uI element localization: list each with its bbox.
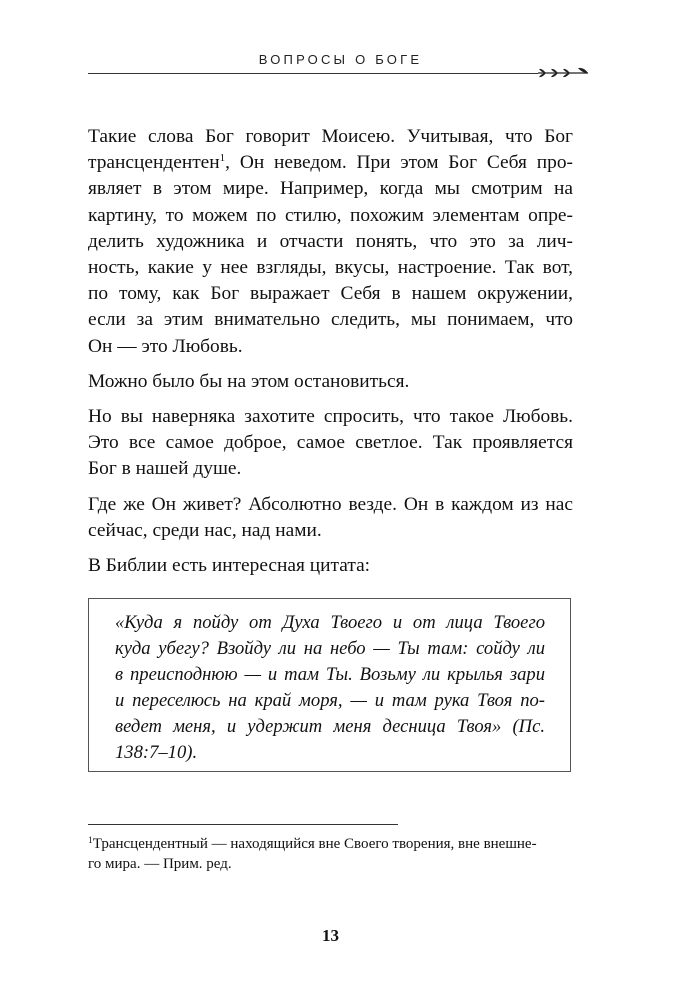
footnote-line: го мира. — Прим. ред. [88,856,232,872]
paragraph-line: если за этим внимательно следить, мы понимаем, что [88,309,573,331]
header-rule [88,73,538,74]
line-continuation: , Он неведом. При этом Бог Себя про- [225,152,573,174]
page-number: 13 [322,926,339,945]
paragraph-line [88,150,573,176]
footnote-marker: 1 [88,836,93,846]
footnote-rule [88,824,398,825]
paragraph-line: по тому, как Бог выражает Себя в нашем окружении, [88,283,573,305]
footnote [88,834,573,874]
quote-line: куда убегу? Взойду ли на небо — Ты там: сойду ли [115,638,545,659]
paragraph-5 [88,553,573,579]
leaf-branch-icon [538,64,594,82]
paragraph-line: Бог в нашей душе. [88,458,242,480]
paragraph-line: В Библии есть интересная цитата: [88,555,371,577]
body-text [88,124,573,588]
term-transcendent: трансцендентен [88,152,220,174]
quote-line: в преисподнюю — и там Ты. Возьму ли крылья зари [115,664,545,685]
paragraph-line: Он — это Любовь. [88,335,243,357]
footnote-text: Трансцендентный — находящийся вне Своего творения, вне внешне- [92,836,537,852]
paragraph-1 [88,124,573,360]
paragraph-line: Такие слова Бог говорит Моисею. Учитывая, что Бог [88,126,573,147]
paragraph-line: Но вы наверняка захотите спросить, что такое Любовь. [88,406,573,428]
bible-quote [115,610,545,766]
paragraph-line: картину, то можем по стилю, похожим элементам опре- [88,204,573,226]
paragraph-4 [88,492,573,544]
paragraph-3 [88,404,573,483]
paragraph-line: ность, какие у нее взгляды, вкусы, настроение. Так вот, [88,257,573,279]
paragraph-line: сейчас, среди нас, над нами. [88,519,322,541]
quote-line: 138:7–10). [115,742,198,763]
paragraph-line: Это все самое доброе, самое светлое. Так проявляется [88,432,573,454]
quote-line: «Куда я пойду от Духа Твоего и от лица Твоего [115,612,545,633]
paragraph-line: Можно было бы на этом остановиться. [88,370,410,392]
paragraph-line: Где же Он живет? Абсолютно везде. Он в каждом из нас [88,493,573,515]
quote-line: ведет меня, и удержит меня десница Твоя» (Пс. [115,716,545,737]
paragraph-line: являет в этом мире. Например, когда мы смотрим на [88,178,573,200]
quote-line: и переселюсь на край моря, — и там рука Твоя по- [115,690,545,711]
paragraph-2 [88,369,573,395]
paragraph-line: делить художника и отчасти понять, что это за лич- [88,230,573,252]
footnote-line [88,834,573,854]
running-header: ВОПРОСЫ О БОГЕ [258,52,423,67]
footnote-reference[interactable]: 1 [219,152,226,165]
